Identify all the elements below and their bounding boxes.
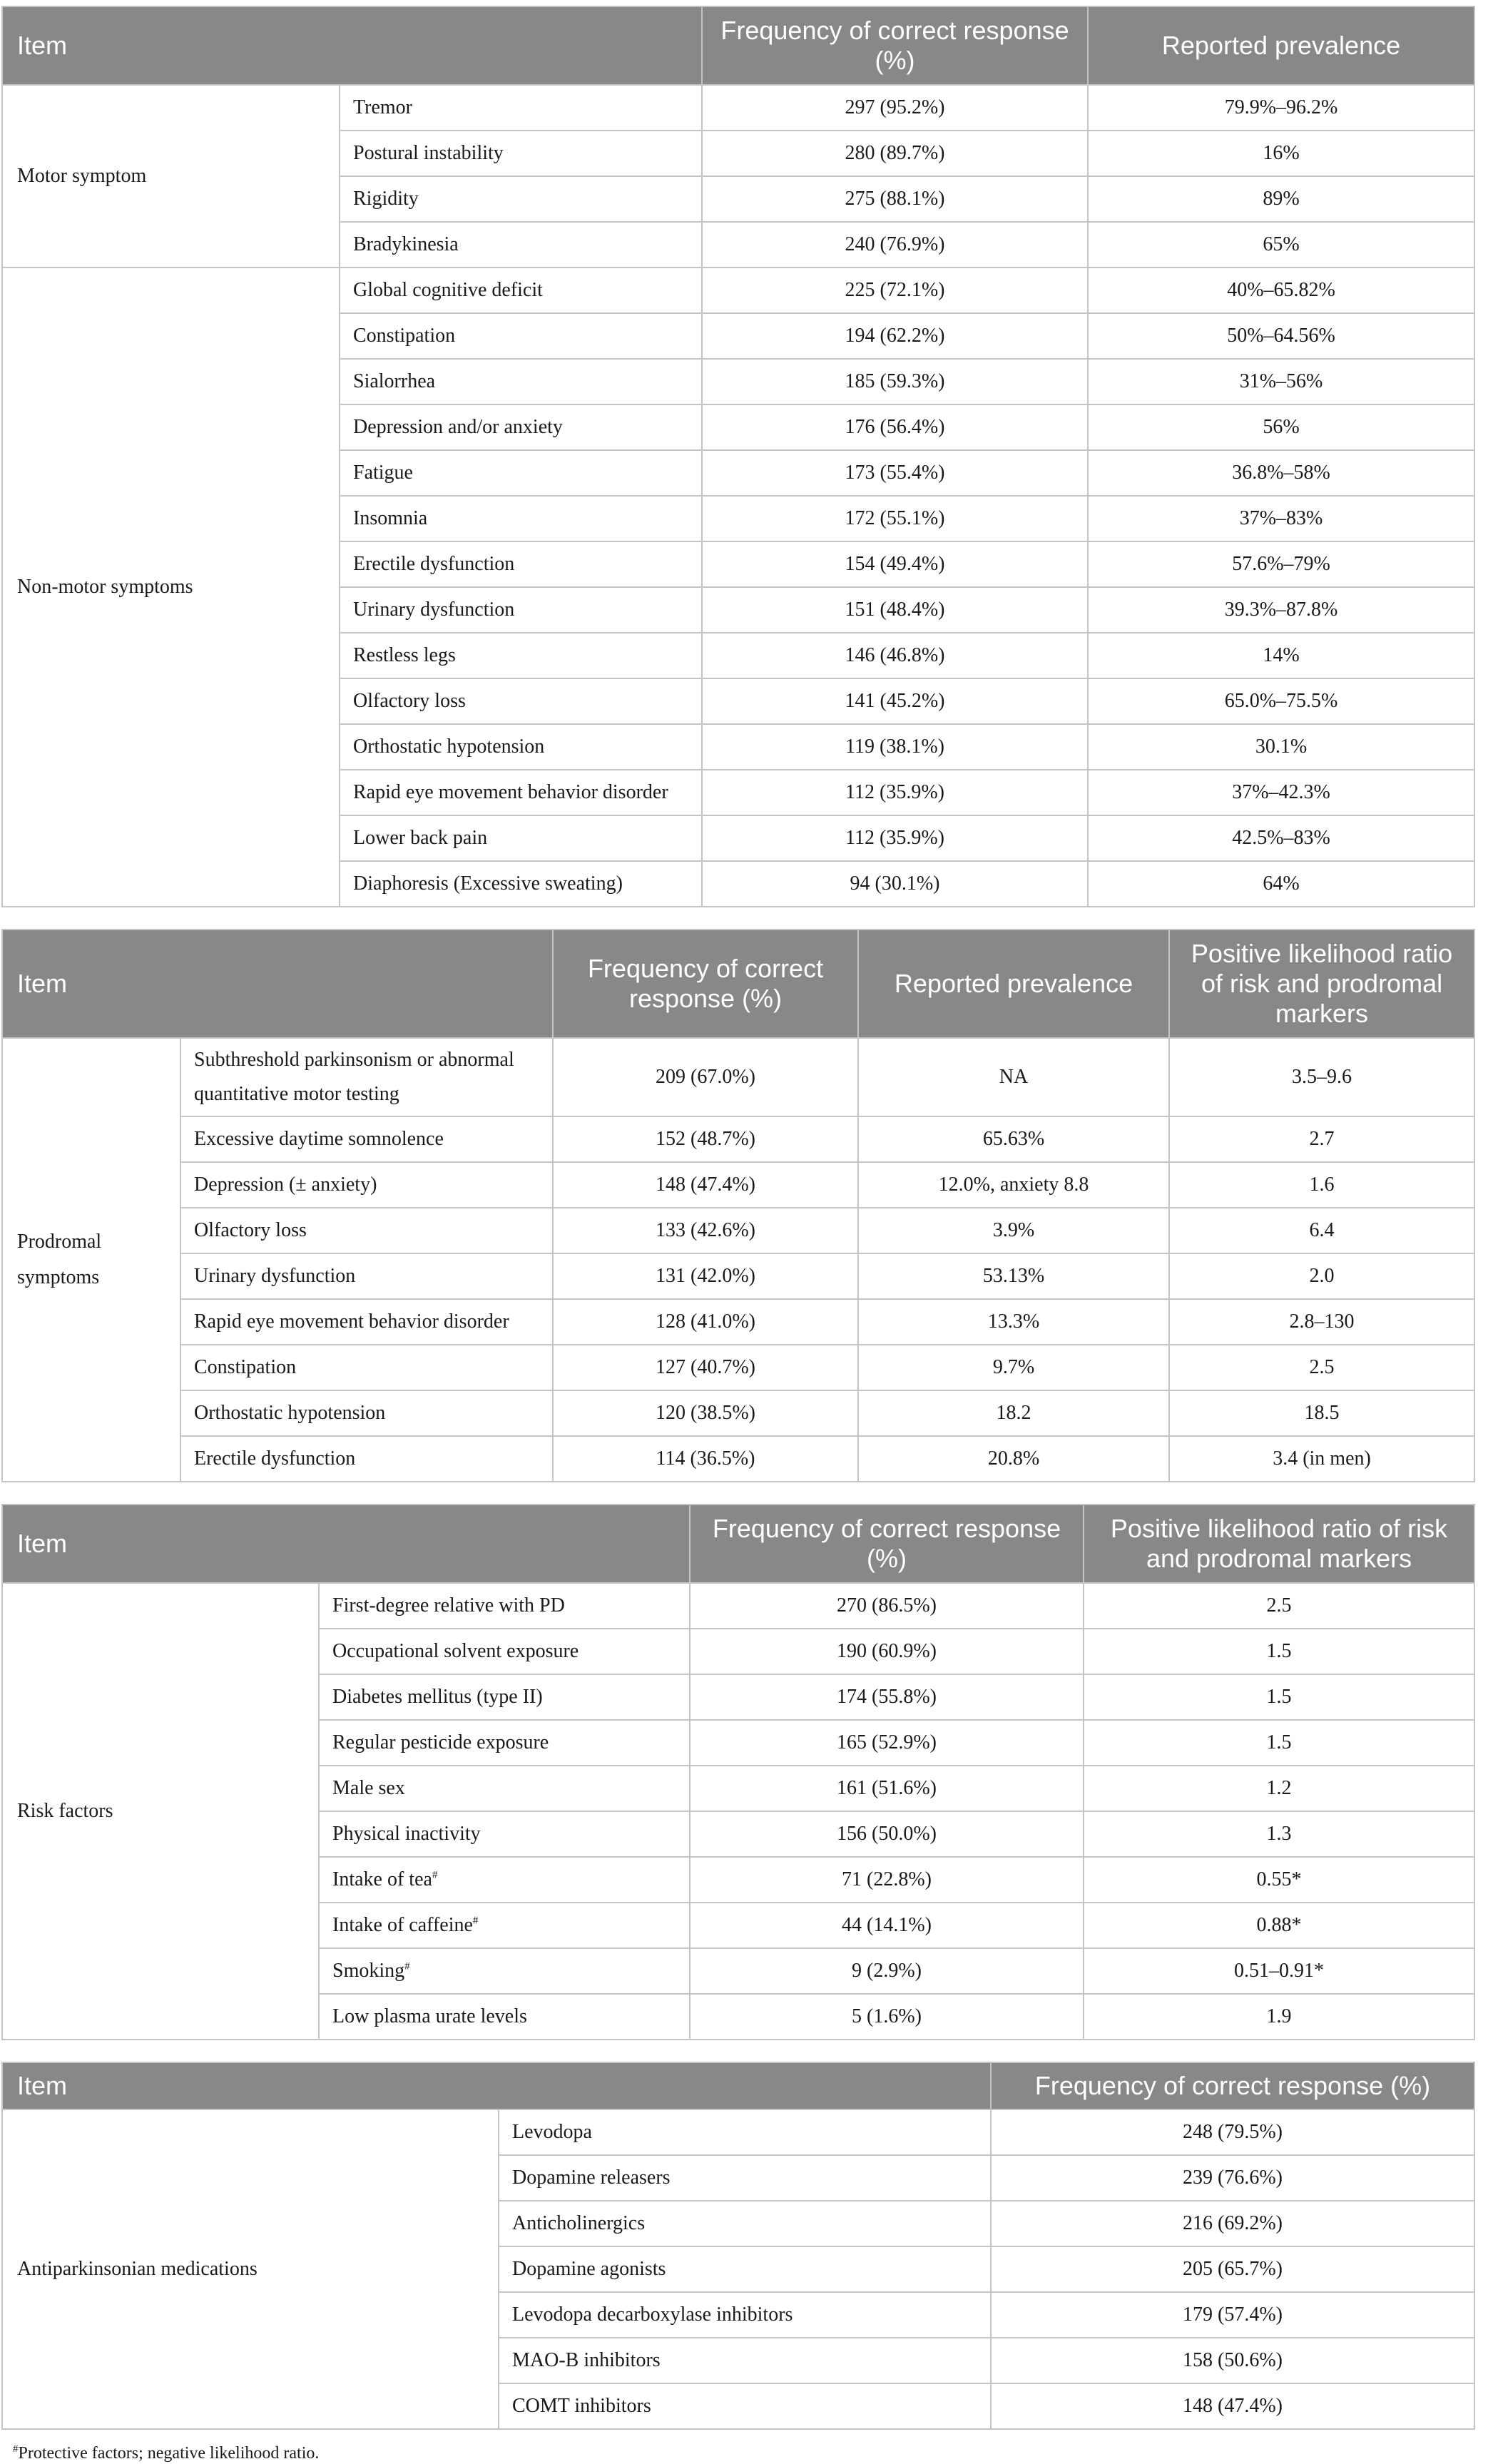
row-frequency: 9 (2.9%): [690, 1948, 1084, 1994]
row-item-name: Occupational solvent exposure: [332, 1640, 579, 1662]
row-item: [319, 1857, 690, 1903]
row-prevalence: 9.7%: [858, 1345, 1169, 1390]
row-prevalence: 13.3%: [858, 1299, 1169, 1345]
row-item: COMT inhibitors: [499, 2383, 991, 2429]
row-prevalence: 12.0%, anxiety 8.8: [858, 1162, 1169, 1208]
row-likelihood-ratio: 2.7: [1169, 1116, 1474, 1162]
row-item-name: Diabetes mellitus (type II): [332, 1686, 543, 1708]
row-likelihood-ratio: 1.5: [1084, 1674, 1474, 1720]
row-frequency: 190 (60.9%): [690, 1629, 1084, 1674]
row-item: [319, 1629, 690, 1674]
row-frequency: 185 (59.3%): [702, 359, 1088, 404]
footnote-text: Protective factors; negative likelihood ratio.: [18, 2444, 320, 2463]
footnote: [13, 2443, 1488, 2464]
row-frequency: 5 (1.6%): [690, 1994, 1084, 2040]
row-item-name: Low plasma urate levels: [332, 2005, 527, 2027]
row-prevalence: 64%: [1088, 861, 1474, 907]
row-item: Dopamine releasers: [499, 2155, 991, 2201]
row-category: Antiparkinsonian medications: [2, 2109, 499, 2429]
row-prevalence: 31%–56%: [1088, 359, 1474, 404]
table-row: [2, 2109, 1474, 2155]
row-frequency: 158 (50.6%): [991, 2338, 1474, 2383]
table-row: [2, 1299, 1474, 1345]
row-frequency: 128 (41.0%): [553, 1299, 858, 1345]
row-likelihood-ratio: 18.5: [1169, 1390, 1474, 1436]
row-item-name: Intake of caffeine: [332, 1914, 473, 1936]
row-frequency: 297 (95.2%): [702, 85, 1088, 131]
row-category: Motor symptom: [2, 85, 340, 268]
row-prevalence: 3.9%: [858, 1208, 1169, 1253]
table-row: [2, 1253, 1474, 1299]
prodromal-table: [1, 929, 1475, 1482]
row-frequency: 216 (69.2%): [991, 2201, 1474, 2246]
row-item: Constipation: [180, 1345, 553, 1390]
table-row: [2, 1436, 1474, 1482]
header-frequency: Frequency of correct response (%): [690, 1505, 1084, 1583]
row-prevalence: 65.0%–75.5%: [1088, 678, 1474, 724]
row-prevalence: 57.6%–79%: [1088, 541, 1474, 587]
row-frequency: 156 (50.0%): [690, 1811, 1084, 1857]
table-row: [2, 1162, 1474, 1208]
row-frequency: 240 (76.9%): [702, 222, 1088, 268]
medications-table: [1, 2062, 1475, 2430]
row-item: Sialorrhea: [340, 359, 702, 404]
row-prevalence: 36.8%–58%: [1088, 450, 1474, 496]
row-frequency: 176 (56.4%): [702, 404, 1088, 450]
row-likelihood-ratio: 6.4: [1169, 1208, 1474, 1253]
row-frequency: 165 (52.9%): [690, 1720, 1084, 1766]
row-likelihood-ratio: 1.9: [1084, 1994, 1474, 2040]
row-item: Urinary dysfunction: [340, 587, 702, 633]
row-likelihood-ratio: 1.5: [1084, 1720, 1474, 1766]
row-item: [319, 1583, 690, 1629]
row-frequency: 280 (89.7%): [702, 131, 1088, 176]
table-header-row: [2, 930, 1474, 1038]
row-likelihood-ratio: 2.5: [1169, 1345, 1474, 1390]
row-item: Insomnia: [340, 496, 702, 541]
table-row: [2, 268, 1474, 313]
header-likelihood-ratio: Positive likelihood ratio of risk and prodromal markers: [1169, 930, 1474, 1038]
row-frequency: 127 (40.7%): [553, 1345, 858, 1390]
row-prevalence: 40%–65.82%: [1088, 268, 1474, 313]
row-prevalence: 18.2: [858, 1390, 1169, 1436]
table-header-row: [2, 6, 1474, 85]
row-likelihood-ratio: 0.51–0.91*: [1084, 1948, 1474, 1994]
row-likelihood-ratio: 1.3: [1084, 1811, 1474, 1857]
row-item: Tremor: [340, 85, 702, 131]
header-frequency: Frequency of correct response (%): [991, 2062, 1474, 2109]
symptoms-table: [1, 6, 1475, 907]
table-row: [2, 85, 1474, 131]
row-frequency: 225 (72.1%): [702, 268, 1088, 313]
row-likelihood-ratio: 1.2: [1084, 1766, 1474, 1811]
table-row: [2, 1390, 1474, 1436]
table-row: [2, 1116, 1474, 1162]
row-frequency: 179 (57.4%): [991, 2292, 1474, 2338]
row-item: Diaphoresis (Excessive sweating): [340, 861, 702, 907]
row-prevalence: 14%: [1088, 633, 1474, 678]
row-likelihood-ratio: 2.0: [1169, 1253, 1474, 1299]
row-frequency: 146 (46.8%): [702, 633, 1088, 678]
row-likelihood-ratio: 0.55*: [1084, 1857, 1474, 1903]
row-frequency: 161 (51.6%): [690, 1766, 1084, 1811]
row-item: Rigidity: [340, 176, 702, 222]
row-item: Dopamine agonists: [499, 2246, 991, 2292]
row-prevalence: 16%: [1088, 131, 1474, 176]
header-likelihood-ratio: Positive likelihood ratio of risk and prodromal markers: [1084, 1505, 1474, 1583]
row-prevalence: 79.9%–96.2%: [1088, 85, 1474, 131]
row-frequency: 173 (55.4%): [702, 450, 1088, 496]
row-item: [319, 1948, 690, 1994]
row-frequency: 148 (47.4%): [991, 2383, 1474, 2429]
table-header-row: [2, 1505, 1474, 1583]
protective-mark: #: [404, 1960, 410, 1972]
row-item: Anticholinergics: [499, 2201, 991, 2246]
row-category: Risk factors: [2, 1583, 319, 2040]
row-item-name: Male sex: [332, 1777, 405, 1799]
row-likelihood-ratio: 2.8–130: [1169, 1299, 1474, 1345]
header-item: Item: [2, 930, 553, 1038]
table-row: [2, 1038, 1474, 1116]
footnote-mark: #: [13, 2443, 19, 2455]
row-item-name: First-degree relative with PD: [332, 1594, 565, 1617]
row-frequency: 270 (86.5%): [690, 1583, 1084, 1629]
row-frequency: 152 (48.7%): [553, 1116, 858, 1162]
row-prevalence: 42.5%–83%: [1088, 815, 1474, 861]
table-row: [2, 1208, 1474, 1253]
row-item: Fatigue: [340, 450, 702, 496]
row-prevalence: 37%–42.3%: [1088, 770, 1474, 815]
row-item: Rapid eye movement behavior disorder: [180, 1299, 553, 1345]
row-item: Levodopa: [499, 2109, 991, 2155]
row-frequency: 194 (62.2%): [702, 313, 1088, 359]
row-prevalence: NA: [858, 1038, 1169, 1116]
row-frequency: 205 (65.7%): [991, 2246, 1474, 2292]
row-prevalence: 20.8%: [858, 1436, 1169, 1482]
row-frequency: 112 (35.9%): [702, 815, 1088, 861]
row-item: Postural instability: [340, 131, 702, 176]
protective-mark: #: [432, 1869, 438, 1881]
row-frequency: 151 (48.4%): [702, 587, 1088, 633]
row-likelihood-ratio: 1.5: [1084, 1629, 1474, 1674]
row-item: [319, 1720, 690, 1766]
row-item: Urinary dysfunction: [180, 1253, 553, 1299]
row-frequency: 154 (49.4%): [702, 541, 1088, 587]
row-item: Global cognitive deficit: [340, 268, 702, 313]
row-prevalence: 89%: [1088, 176, 1474, 222]
row-frequency: 209 (67.0%): [553, 1038, 858, 1116]
row-item: Bradykinesia: [340, 222, 702, 268]
row-item: Erectile dysfunction: [180, 1436, 553, 1482]
row-item: [319, 1674, 690, 1720]
row-frequency: 248 (79.5%): [991, 2109, 1474, 2155]
row-item: [319, 1994, 690, 2040]
row-item-name: Physical inactivity: [332, 1823, 481, 1845]
row-frequency: 119 (38.1%): [702, 724, 1088, 770]
row-item: Erectile dysfunction: [340, 541, 702, 587]
row-frequency: 131 (42.0%): [553, 1253, 858, 1299]
row-item-name: Smoking: [332, 1960, 405, 1982]
row-frequency: 133 (42.6%): [553, 1208, 858, 1253]
header-frequency: Frequency of correct response (%): [702, 6, 1088, 85]
row-item-name: Intake of tea: [332, 1868, 432, 1890]
row-category: Prodromal symptoms: [2, 1038, 180, 1482]
header-prevalence: Reported prevalence: [1088, 6, 1474, 85]
row-item-name: Regular pesticide exposure: [332, 1731, 549, 1753]
row-item: Lower back pain: [340, 815, 702, 861]
row-frequency: 174 (55.8%): [690, 1674, 1084, 1720]
row-frequency: 275 (88.1%): [702, 176, 1088, 222]
row-item: Olfactory loss: [180, 1208, 553, 1253]
table-row: [2, 1345, 1474, 1390]
header-item: Item: [2, 6, 702, 85]
row-item: Restless legs: [340, 633, 702, 678]
row-item: Orthostatic hypotension: [340, 724, 702, 770]
row-frequency: 44 (14.1%): [690, 1903, 1084, 1948]
row-prevalence: 65.63%: [858, 1116, 1169, 1162]
header-item: Item: [2, 1505, 690, 1583]
row-likelihood-ratio: 3.5–9.6: [1169, 1038, 1474, 1116]
row-prevalence: 53.13%: [858, 1253, 1169, 1299]
row-prevalence: 30.1%: [1088, 724, 1474, 770]
row-likelihood-ratio: 2.5: [1084, 1583, 1474, 1629]
row-item: Orthostatic hypotension: [180, 1390, 553, 1436]
row-frequency: 114 (36.5%): [553, 1436, 858, 1482]
row-frequency: 141 (45.2%): [702, 678, 1088, 724]
row-likelihood-ratio: 1.6: [1169, 1162, 1474, 1208]
row-category: Non-motor symptoms: [2, 268, 340, 907]
row-frequency: 112 (35.9%): [702, 770, 1088, 815]
header-frequency: Frequency of correct response (%): [553, 930, 858, 1038]
row-likelihood-ratio: 3.4 (in men): [1169, 1436, 1474, 1482]
header-prevalence: Reported prevalence: [858, 930, 1169, 1038]
row-frequency: 239 (76.6%): [991, 2155, 1474, 2201]
row-prevalence: 39.3%–87.8%: [1088, 587, 1474, 633]
row-item: Olfactory loss: [340, 678, 702, 724]
row-item: [319, 1811, 690, 1857]
row-frequency: 172 (55.1%): [702, 496, 1088, 541]
row-frequency: 148 (47.4%): [553, 1162, 858, 1208]
row-item: [319, 1903, 690, 1948]
row-item: Depression and/or anxiety: [340, 404, 702, 450]
risk-factors-table: [1, 1504, 1475, 2040]
row-prevalence: 50%–64.56%: [1088, 313, 1474, 359]
row-frequency: 71 (22.8%): [690, 1857, 1084, 1903]
row-frequency: 120 (38.5%): [553, 1390, 858, 1436]
row-item: MAO-B inhibitors: [499, 2338, 991, 2383]
row-likelihood-ratio: 0.88*: [1084, 1903, 1474, 1948]
row-item: Subthreshold parkinsonism or abnormal quantitative motor testing: [180, 1038, 553, 1116]
row-item: Excessive daytime somnolence: [180, 1116, 553, 1162]
row-prevalence: 65%: [1088, 222, 1474, 268]
row-frequency: 94 (30.1%): [702, 861, 1088, 907]
row-item: Constipation: [340, 313, 702, 359]
table-header-row: [2, 2062, 1474, 2109]
row-item: [319, 1766, 690, 1811]
row-item: Depression (± anxiety): [180, 1162, 553, 1208]
row-prevalence: 37%–83%: [1088, 496, 1474, 541]
table-row: [2, 1583, 1474, 1629]
protective-mark: #: [472, 1915, 479, 1927]
row-prevalence: 56%: [1088, 404, 1474, 450]
row-item: Levodopa decarboxylase inhibitors: [499, 2292, 991, 2338]
row-item: Rapid eye movement behavior disorder: [340, 770, 702, 815]
header-item: Item: [2, 2062, 991, 2109]
